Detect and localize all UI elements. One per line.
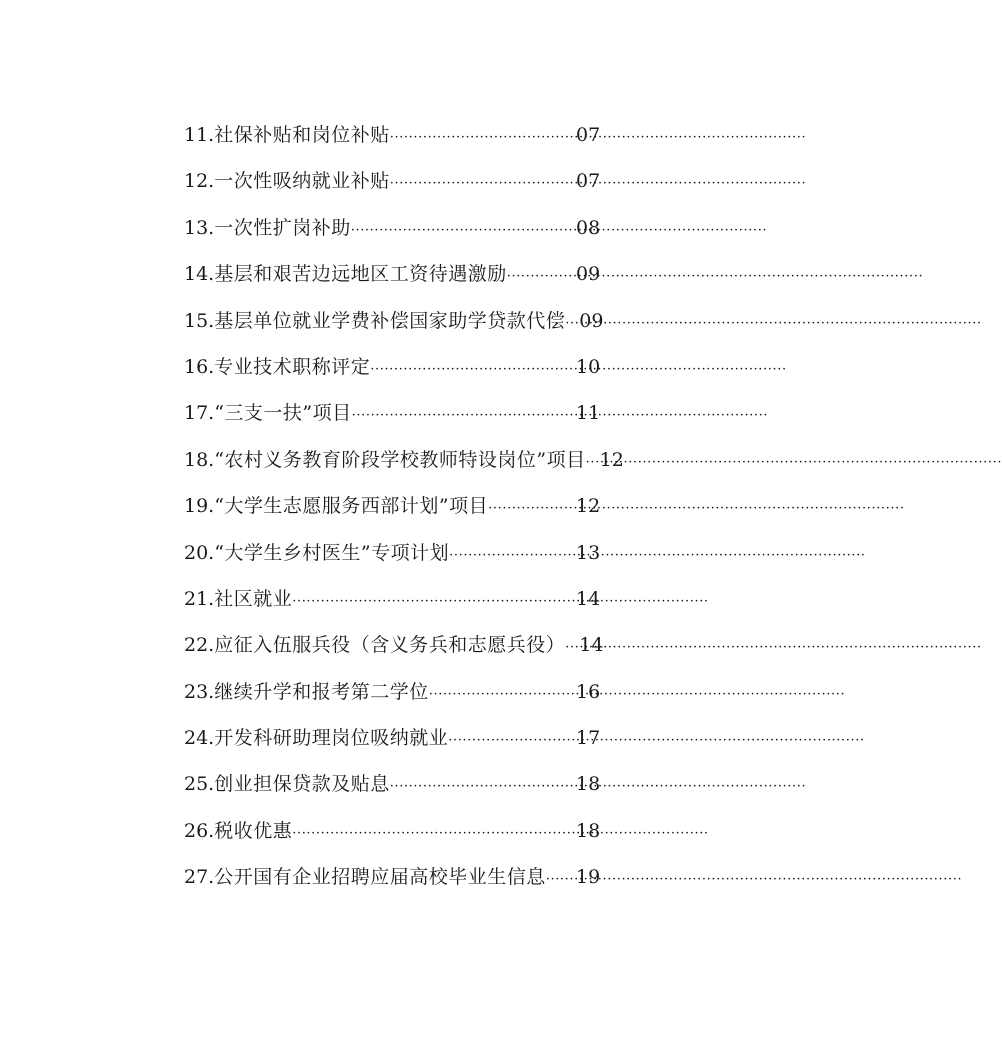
toc-entry-title: 基层单位就业学费补偿国家助学贷款代偿 [214,309,566,332]
toc-entry-page: 14 [579,634,604,657]
toc-entry-title: 应征入伍服兵役（含义务兵和志愿兵役） [214,634,566,657]
toc-entry-title: 税收优惠 [214,819,293,842]
toc-dot-leader [351,223,576,238]
toc-entry-page: 11 [576,402,601,425]
toc-entry-22[interactable] [184,630,604,676]
toc-entry-page: 07 [576,170,601,193]
toc-entry-25[interactable] [184,769,600,815]
toc-entry-title: 一次性吸纳就业补贴 [214,170,390,193]
toc-entry-title: 社区就业 [214,587,293,610]
toc-dot-leader [370,362,576,377]
toc-entry-page: 18 [576,773,601,796]
toc-entry-15[interactable] [184,306,604,352]
toc-entry-title: “三支一扶”项目 [214,402,352,425]
toc-entry-title: “大学生乡村医生”专项计划 [214,541,450,564]
toc-dot-leader [292,594,576,609]
toc-entry-11[interactable] [184,120,600,166]
toc-entry-21[interactable] [184,584,600,630]
toc-dot-leader [546,872,576,887]
toc-entry-number: 21. [184,587,215,610]
toc-entry-14[interactable] [184,259,600,305]
toc-entry-page: 08 [576,216,601,239]
toc-entry-number: 13. [184,216,215,239]
toc-entry-number: 27. [184,866,215,889]
toc-entry-number: 22. [184,634,215,657]
toc-dot-leader [586,455,600,470]
toc-dot-leader [390,130,576,145]
toc-entry-12[interactable] [184,166,600,212]
toc-dot-leader [448,733,576,748]
toc-entry-title: “农村义务教育阶段学校教师特设岗位”项目 [214,448,586,471]
toc-entry-title: 开发科研助理岗位吸纳就业 [214,727,449,750]
toc-entry-title: 继续升学和报考第二学位 [214,680,429,703]
toc-dot-leader [488,501,576,516]
toc-entry-page: 07 [576,124,601,146]
toc-entry-17[interactable] [184,398,600,444]
toc-entry-number: 12. [184,170,215,193]
toc-entry-title: 专业技术职称评定 [214,355,371,378]
toc-entry-page: 10 [576,355,601,378]
toc-entry-page: 12 [599,448,624,471]
toc-entry-number: 15. [184,309,215,332]
toc-entry-13[interactable] [184,213,600,259]
toc-dot-leader [390,779,576,794]
toc-entry-title: 创业担保贷款及贴息 [214,773,390,796]
toc-entry-title: 社保补贴和岗位补贴 [214,124,390,146]
toc-dot-leader [565,316,579,331]
toc-entry-number: 23. [184,680,215,703]
toc-entry-page: 13 [576,541,601,564]
toc-entry-number: 26. [184,819,215,842]
toc-entry-page: 18 [576,819,601,842]
toc-entry-24[interactable] [184,723,600,769]
toc-entry-number: 17. [184,402,215,425]
toc-dot-leader [292,826,576,841]
toc-entry-23[interactable] [184,677,600,723]
table-of-contents [184,120,624,909]
toc-entry-18[interactable] [184,445,624,491]
toc-entry-number: 19. [184,495,215,518]
toc-entry-page: 19 [576,866,601,889]
toc-entry-26[interactable] [184,816,600,862]
toc-entry-number: 24. [184,727,215,750]
toc-entry-page: 09 [579,309,604,332]
toc-dot-leader [429,687,576,702]
toc-entry-page: 09 [576,263,601,286]
toc-entry-19[interactable] [184,491,600,537]
toc-entry-title: 公开国有企业招聘应届高校毕业生信息 [214,866,546,889]
toc-dot-leader [390,176,576,191]
toc-dot-leader [507,269,576,284]
toc-entry-16[interactable] [184,352,600,398]
toc-entry-page: 14 [576,587,601,610]
toc-entry-number: 16. [184,355,215,378]
toc-entry-title: 基层和艰苦边远地区工资待遇激励 [214,263,507,286]
toc-entry-number: 18. [184,448,215,471]
toc-dot-leader [565,640,579,655]
toc-entry-number: 11. [184,124,215,146]
toc-entry-page: 12 [576,495,601,518]
toc-entry-20[interactable] [184,538,600,584]
toc-entry-number: 25. [184,773,215,796]
toc-dot-leader [449,548,576,563]
toc-entry-27[interactable] [184,862,600,908]
toc-entry-page: 17 [576,727,601,750]
toc-dot-leader [352,408,576,423]
toc-entry-number: 20. [184,541,215,564]
toc-entry-page: 16 [576,680,601,703]
toc-entry-title: 一次性扩岗补助 [214,216,351,239]
toc-entry-title: “大学生志愿服务西部计划”项目 [214,495,489,518]
toc-entry-number: 14. [184,263,215,286]
